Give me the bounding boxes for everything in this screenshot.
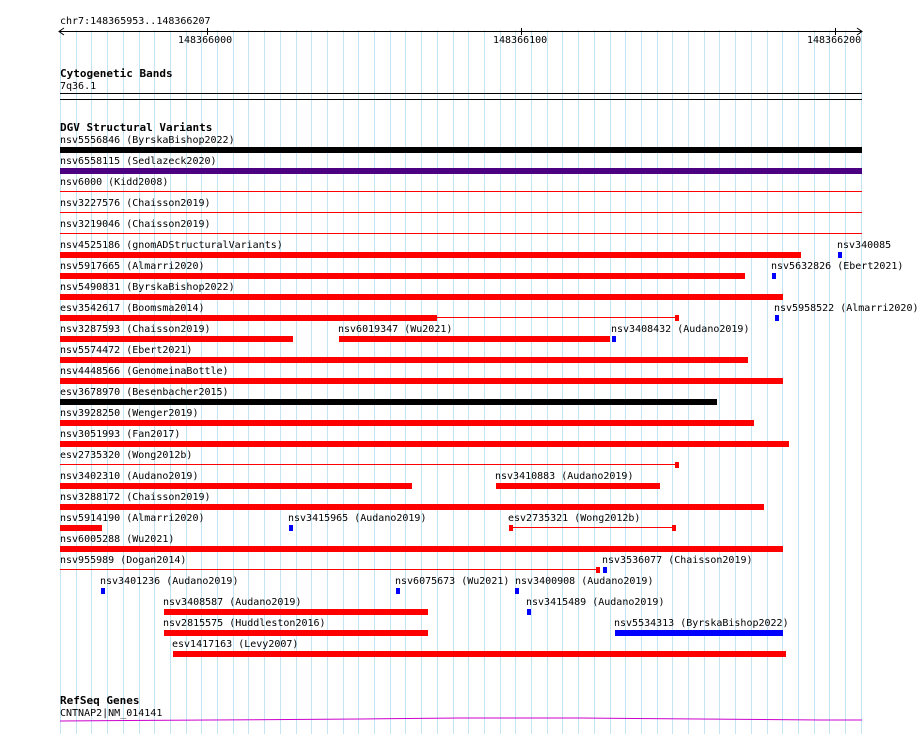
variant-bar[interactable] <box>603 567 607 573</box>
grid-line <box>829 30 830 734</box>
variant-bar[interactable] <box>60 483 412 489</box>
variant-bar[interactable] <box>60 546 783 552</box>
ruler-tick <box>835 28 836 35</box>
variant-label: nsv3402310 (Audano2019) <box>60 471 199 482</box>
variant-bar[interactable] <box>173 651 786 657</box>
variant-bar[interactable] <box>772 273 776 279</box>
variant-bar[interactable] <box>672 525 676 531</box>
variant-label: nsv3227576 (Chaisson2019) <box>60 198 211 209</box>
variant-bar[interactable] <box>60 168 862 174</box>
variant-label: nsv5534313 (ByrskaBishop2022) <box>614 618 789 629</box>
variant-bar[interactable] <box>775 315 779 321</box>
variant-label: nsv3051993 (Fan2017) <box>60 429 181 440</box>
variant-bar[interactable] <box>60 504 764 510</box>
variant-label: esv2735320 (Wong2012b) <box>60 450 193 461</box>
variant-bar[interactable] <box>596 567 600 573</box>
variant-bar[interactable] <box>838 252 842 258</box>
variant-bar[interactable] <box>164 630 428 636</box>
tick-label-1: 148366000 <box>178 35 233 46</box>
variant-bar[interactable] <box>60 378 783 384</box>
variant-bar[interactable] <box>675 315 679 321</box>
variant-bar[interactable] <box>675 462 679 468</box>
grid-line <box>798 30 799 734</box>
grid-line <box>861 30 862 734</box>
gene-label: CNTNAP2|NM_014141 <box>60 708 163 719</box>
variant-bar[interactable] <box>60 357 748 363</box>
cytoband-label: 7q36.1 <box>60 81 97 92</box>
arrow-right-icon <box>856 27 864 36</box>
variant-label: nsv4448566 (GenomeinaBottle) <box>60 366 229 377</box>
variant-bar[interactable] <box>101 588 105 594</box>
variant-label: nsv955989 (Dogan2014) <box>60 555 187 566</box>
variant-bar[interactable] <box>339 336 610 342</box>
variant-label: esv3542617 (Boomsma2014) <box>60 303 205 314</box>
locus-label: chr7:148365953..148366207 <box>60 16 211 27</box>
variant-label: nsv3415489 (Audano2019) <box>526 597 665 608</box>
variant-label: nsv5914190 (Almarri2020) <box>60 513 205 524</box>
variant-label: nsv6019347 (Wu2021) <box>338 324 453 335</box>
variant-connector <box>60 569 596 570</box>
variant-label: nsv340085 <box>837 240 892 251</box>
variant-label: nsv3536077 (Chaisson2019) <box>602 555 753 566</box>
variant-label: esv2735321 (Wong2012b) <box>508 513 641 524</box>
variant-connector <box>437 317 675 318</box>
variant-bar[interactable] <box>60 233 862 234</box>
variant-label: nsv3928250 (Wenger2019) <box>60 408 199 419</box>
variant-label: nsv3401236 (Audano2019) <box>100 576 239 587</box>
variant-bar[interactable] <box>60 336 293 342</box>
variant-bar[interactable] <box>60 147 862 153</box>
variant-label: nsv3415965 (Audano2019) <box>288 513 427 524</box>
variant-bar[interactable] <box>60 252 801 258</box>
variant-bar[interactable] <box>612 336 616 342</box>
variant-label: nsv5632826 (Ebert2021) <box>771 261 904 272</box>
variant-label: nsv5556846 (ByrskaBishop2022) <box>60 135 235 146</box>
variant-connector <box>513 527 672 528</box>
variant-bar[interactable] <box>396 588 400 594</box>
variant-label: nsv3400908 (Audano2019) <box>515 576 654 587</box>
ruler-tick <box>521 28 522 35</box>
variant-bar[interactable] <box>289 525 293 531</box>
variant-connector <box>60 464 675 465</box>
variant-label: nsv3287593 (Chaisson2019) <box>60 324 211 335</box>
variant-label: nsv5574472 (Ebert2021) <box>60 345 193 356</box>
grid-line <box>845 30 846 734</box>
variant-label: nsv3410883 (Audano2019) <box>495 471 634 482</box>
tick-label-3: 148366200 <box>807 35 862 46</box>
variant-bar[interactable] <box>60 294 783 300</box>
arrow-left-icon <box>58 27 66 36</box>
variant-bar[interactable] <box>527 609 531 615</box>
variant-bar[interactable] <box>615 630 783 636</box>
tick-label-2: 148366100 <box>493 35 548 46</box>
variant-label: esv3678970 (Besenbacher2015) <box>60 387 229 398</box>
variant-label: nsv3408587 (Audano2019) <box>163 597 302 608</box>
cytoband-border-bottom <box>60 99 862 100</box>
variant-label: nsv5490831 (ByrskaBishop2022) <box>60 282 235 293</box>
variant-bar[interactable] <box>515 588 519 594</box>
variant-label: nsv5958522 (Almarri2020) <box>774 303 919 314</box>
variant-label: esv1417163 (Levy2007) <box>172 639 299 650</box>
variant-label: nsv6558115 (Sedlazeck2020) <box>60 156 217 167</box>
refseq-track-title[interactable]: RefSeq Genes <box>60 694 140 707</box>
variant-bar[interactable] <box>60 315 437 321</box>
variant-bar[interactable] <box>509 525 513 531</box>
variant-label: nsv3408432 (Audano2019) <box>611 324 750 335</box>
cytoband-border-top <box>60 93 862 94</box>
ruler-axis <box>60 31 862 32</box>
variant-bar[interactable] <box>60 212 862 213</box>
variant-label: nsv5917665 (Almarri2020) <box>60 261 205 272</box>
grid-line <box>814 30 815 734</box>
variant-bar[interactable] <box>496 483 660 489</box>
variant-label: nsv3288172 (Chaisson2019) <box>60 492 211 503</box>
variant-bar[interactable] <box>60 525 102 531</box>
cytoband-track-title[interactable]: Cytogenetic Bands <box>60 67 173 80</box>
gene-model[interactable] <box>60 715 862 725</box>
variant-label: nsv6000 (Kidd2008) <box>60 177 169 188</box>
ruler-tick <box>207 28 208 35</box>
variant-label: nsv6075673 (Wu2021) <box>395 576 510 587</box>
variant-bar[interactable] <box>60 441 789 447</box>
variant-bar[interactable] <box>60 191 862 192</box>
variant-label: nsv6005288 (Wu2021) <box>60 534 175 545</box>
variant-bar[interactable] <box>60 399 717 405</box>
variant-label: nsv3219046 (Chaisson2019) <box>60 219 211 230</box>
variant-bar[interactable] <box>60 420 754 426</box>
variant-label: nsv4525186 (gnomADStructuralVariants) <box>60 240 283 251</box>
variant-bar[interactable] <box>60 273 745 279</box>
dgv-track-title[interactable]: DGV Structural Variants <box>60 121 213 134</box>
variant-label: nsv2815575 (Huddleston2016) <box>163 618 326 629</box>
variant-bar[interactable] <box>164 609 428 615</box>
